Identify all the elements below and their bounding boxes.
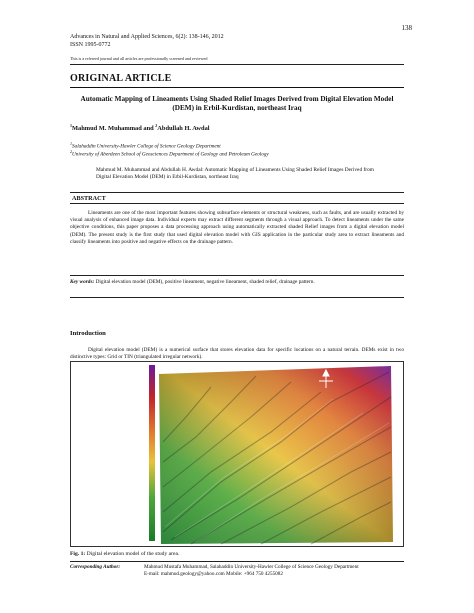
- keywords-text: Digital elevation model (DEM), positive lineament, negative lineament, shaded relief, drainage pattern.: [94, 279, 315, 285]
- abstract-head-rule: [70, 203, 404, 204]
- author-1-sup: 1: [70, 123, 72, 128]
- citation: Mahmud M. Muhammad and Abdullah H. Awdal: Automatic Mapping of Lineaments Using Shaded Relief Images Derived from Digital Elevation Model (DEM) in Erbil-Kurdistan, northeast Iraq: [96, 167, 374, 180]
- corresponding-author-label: Corresponding Author:: [70, 564, 121, 570]
- elevation-legend-bar: [149, 365, 155, 541]
- affiliation-2: [70, 148, 269, 159]
- journal-issn: ISSN 1995-0772: [70, 42, 111, 48]
- affiliation-2-text: University of Aberdeen School of Geosciences Department of Geology and Petroleum Geology: [72, 151, 269, 158]
- dem-map-image: [71, 362, 403, 546]
- affiliation-1-text: Salahaddin University-Hawler College of Science Geology Department: [72, 143, 221, 150]
- title-rule: [70, 87, 404, 88]
- keywords-rule: [70, 275, 404, 276]
- introduction-heading: Introduction: [70, 330, 106, 337]
- journal-info: [70, 33, 224, 49]
- keywords-label: Key words:: [70, 279, 95, 285]
- corresponding-author: [70, 564, 404, 578]
- dem-figure: [70, 361, 404, 547]
- author-2: Abdullah H. Awdal: [157, 125, 210, 133]
- author-and: and: [141, 125, 156, 133]
- figure-caption-label: Fig. 1:: [70, 551, 86, 557]
- footer-rule: [70, 561, 404, 562]
- paper-title: Automatic Mapping of Lineaments Using Shaded Relief Images Derived from Digital Elevation Model (DEM) in Erbil-Kurdistan, northeast Iraq: [80, 95, 394, 112]
- author-2-sup: 2: [155, 123, 158, 128]
- abstract-heading: ABSTRACT: [72, 195, 106, 202]
- abstract-body: Lineaments are one of the most important features showing subsurface elements or structural weakness, such as faults, and are usually extracted by visual analysis of enhanced image data. Individual experts may extract different segments through a visual approach. To detect lineaments under the same objective conditions, this paper proposes a data processing approach using automatically extracted shaded Relief images from a digital elevation model (DEM). The present study is the first study that used digital elevation model with GIS application in the particular study area to extract lineaments and classify lineaments into positive and negative effects on the drainage pattern.: [70, 210, 404, 245]
- corresponding-author-affiliation: Mahmud Mustafa Muhammad, Salahaddin University-Hawler College of Science Geology Department: [144, 564, 359, 570]
- figure-caption: [70, 551, 179, 557]
- introduction-body: Digital elevation model (DEM) is a numerical surface that stores elevation data for specific locations on a natural terrain. DEMs exist in two distinctive types: Grid or TIN (triangulated irregular network).: [70, 347, 404, 361]
- keywords-bottom-rule: [70, 297, 404, 298]
- corresponding-author-details: [144, 564, 402, 578]
- affiliation-1-sup: 1: [70, 141, 72, 146]
- author-1: Mahmud M. Muhammad: [72, 125, 142, 133]
- review-note: This is a refereed journal and all articles are professionally screened and reviewed: [70, 56, 208, 61]
- keywords: [70, 279, 404, 286]
- journal-citation: Advances in Natural and Applied Sciences, 6(2): 138-146, 2012: [70, 34, 224, 40]
- corresponding-author-contact: E-mail: mahmud.geology@yahoo.com Mobile: +964 750 4255082: [144, 571, 283, 577]
- abstract-top-rule: [70, 192, 404, 193]
- author-line: [70, 123, 210, 132]
- page-number: 138: [401, 24, 412, 32]
- affiliation-2-sup: 2: [70, 149, 72, 154]
- article-type: ORIGINAL ARTICLE: [70, 73, 172, 84]
- header-rule: [70, 64, 404, 65]
- figure-caption-text: Digital elevation model of the study area.: [85, 551, 180, 557]
